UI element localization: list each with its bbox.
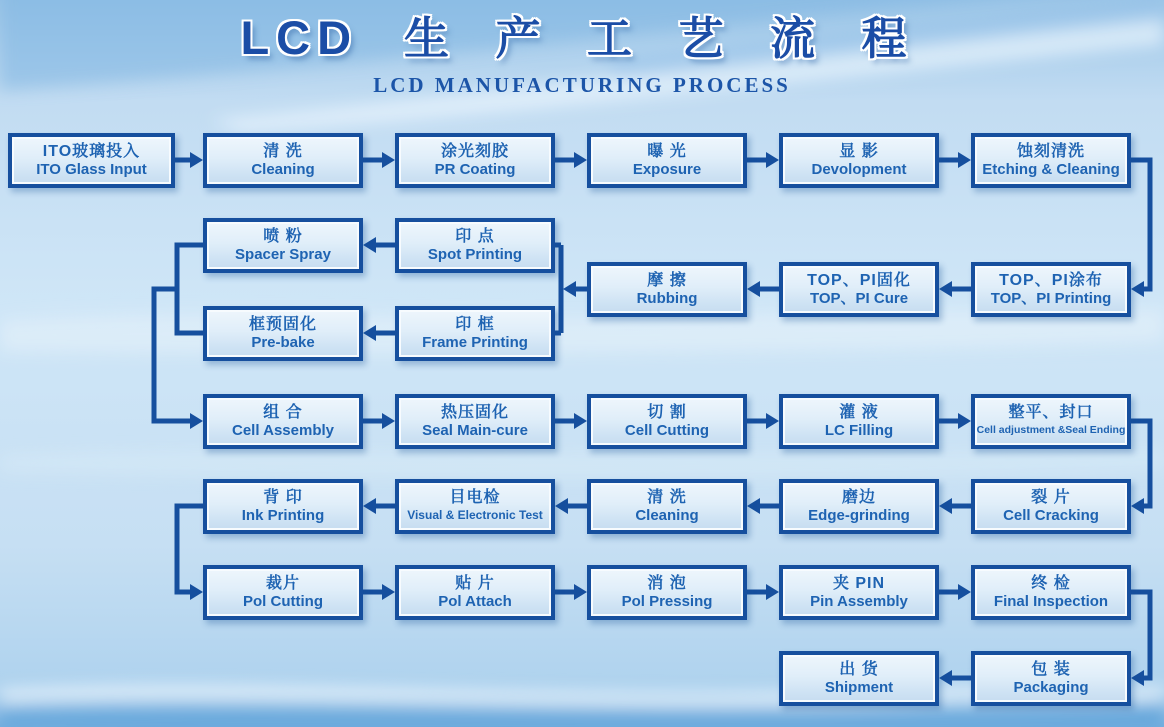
process-step-cleaning1 [203,133,363,188]
step-label-en: Final Inspection [993,593,1109,610]
process-step-pr_coating [395,133,555,188]
step-label-zh: 显 影 [839,143,879,160]
page-title-latin: LCD [240,11,359,64]
step-label-zh: 印 框 [455,316,495,333]
step-label-en: Edge-grinding [808,507,910,524]
step-label-zh: 曝 光 [647,143,687,160]
step-label-en: Pol Pressing [621,593,713,610]
process-step-pin_assembly [779,565,939,620]
step-label-zh: 灌 液 [839,404,879,421]
step-label-zh: 热压固化 [440,404,509,421]
process-step-ink_printing [203,479,363,534]
step-label-en: Frame Printing [422,334,528,351]
step-label-zh: 裁片 [265,575,300,592]
process-step-spacer_spray [203,218,363,273]
process-step-cleaning2 [587,479,747,534]
step-label-en: Cleaning [635,507,699,524]
step-label-en: LC Filling [824,422,894,439]
process-step-packaging [971,651,1131,706]
step-label-zh: 包 装 [1031,661,1071,678]
process-step-ito [8,133,175,188]
step-label-zh: 贴 片 [455,575,495,592]
step-label-en: PR Coating [434,161,516,178]
step-label-en: Cell Cracking [1003,507,1099,524]
step-label-zh: 背 印 [263,489,303,506]
step-label-en: ITO Glass Input [36,161,147,178]
process-step-top_pi_printing [971,262,1131,317]
process-step-etching [971,133,1131,188]
step-label-en: Rubbing [636,290,698,307]
step-label-zh: 切 割 [647,404,687,421]
step-label-en: Pin Assembly [810,593,908,610]
step-label-zh: 裂 片 [1031,489,1071,506]
step-label-zh: 框预固化 [248,316,317,333]
step-label-en: Pre-bake [251,334,315,351]
step-label-en: Visual & Electronic Test [407,508,543,522]
process-step-spot_printing [395,218,555,273]
process-step-pol_cutting [203,565,363,620]
step-label-en: Etching & Cleaning [982,161,1120,178]
step-label-zh: 终 检 [1031,575,1071,592]
step-label-zh: 磨边 [841,489,876,506]
process-step-rubbing [587,262,747,317]
step-label-en: Cell Assembly [232,422,334,439]
process-step-cell_cracking [971,479,1131,534]
process-step-pol_attach [395,565,555,620]
step-label-en: Pol Attach [438,593,512,610]
step-label-zh: 喷 粉 [263,228,303,245]
process-step-pre_bake [203,306,363,361]
step-label-en: TOP、PI Printing [990,290,1112,307]
process-step-edge_grinding [779,479,939,534]
step-label-en: TOP、PI Cure [809,290,909,307]
step-label-en: Shipment [824,679,894,696]
process-step-frame_printing [395,306,555,361]
step-label-zh: 出 货 [839,661,879,678]
step-label-en: Cell Cutting [624,422,710,439]
step-label-en: Pol Cutting [243,593,323,610]
step-label-zh: 清 洗 [647,489,687,506]
process-step-cell_adjustment [971,394,1131,449]
step-label-en: Exposure [632,161,702,178]
step-label-zh: 目电检 [449,489,501,506]
step-label-zh: 组 合 [263,404,303,421]
step-label-en: Spacer Spray [235,246,331,263]
step-label-zh: ITO玻璃投入 [42,143,141,160]
process-step-pol_pressing [587,565,747,620]
step-label-zh: 消 泡 [647,575,687,592]
process-step-lc_filling [779,394,939,449]
step-label-en: Spot Printing [427,246,523,263]
step-label-en: Cell adjustment &Seal Ending [976,424,1126,436]
process-step-top_pi_cure [779,262,939,317]
process-step-visual_test [395,479,555,534]
step-label-zh: TOP、PI固化 [807,272,911,289]
page-subtitle: LCD MANUFACTURING PROCESS [373,73,791,97]
page-title [0,11,1164,64]
step-label-zh: 蚀刻清洗 [1016,143,1085,160]
process-step-seal_main_cure [395,394,555,449]
process-step-cell_cutting [587,394,747,449]
step-label-en: Ink Printing [241,507,325,524]
header [0,11,1164,98]
step-label-zh: 清 洗 [263,143,303,160]
step-label-zh: 夹 PIN [832,575,886,592]
step-label-zh: TOP、PI涂布 [999,272,1103,289]
step-label-zh: 涂光刻胶 [440,143,509,160]
step-label-zh: 整平、封口 [1008,404,1094,421]
step-label-en: Devolopment [811,161,907,178]
process-step-development [779,133,939,188]
process-step-exposure [587,133,747,188]
step-label-en: Seal Main-cure [422,422,528,439]
step-label-en: Cleaning [251,161,315,178]
process-step-shipment [779,651,939,706]
step-label-en: Packaging [1013,679,1089,696]
step-label-zh: 印 点 [455,228,495,245]
page-title-chinese: 生 产 工 艺 流 程 [404,13,924,64]
step-label-zh: 摩 擦 [647,272,687,289]
process-step-final_inspection [971,565,1131,620]
process-step-cell_assembly [203,394,363,449]
